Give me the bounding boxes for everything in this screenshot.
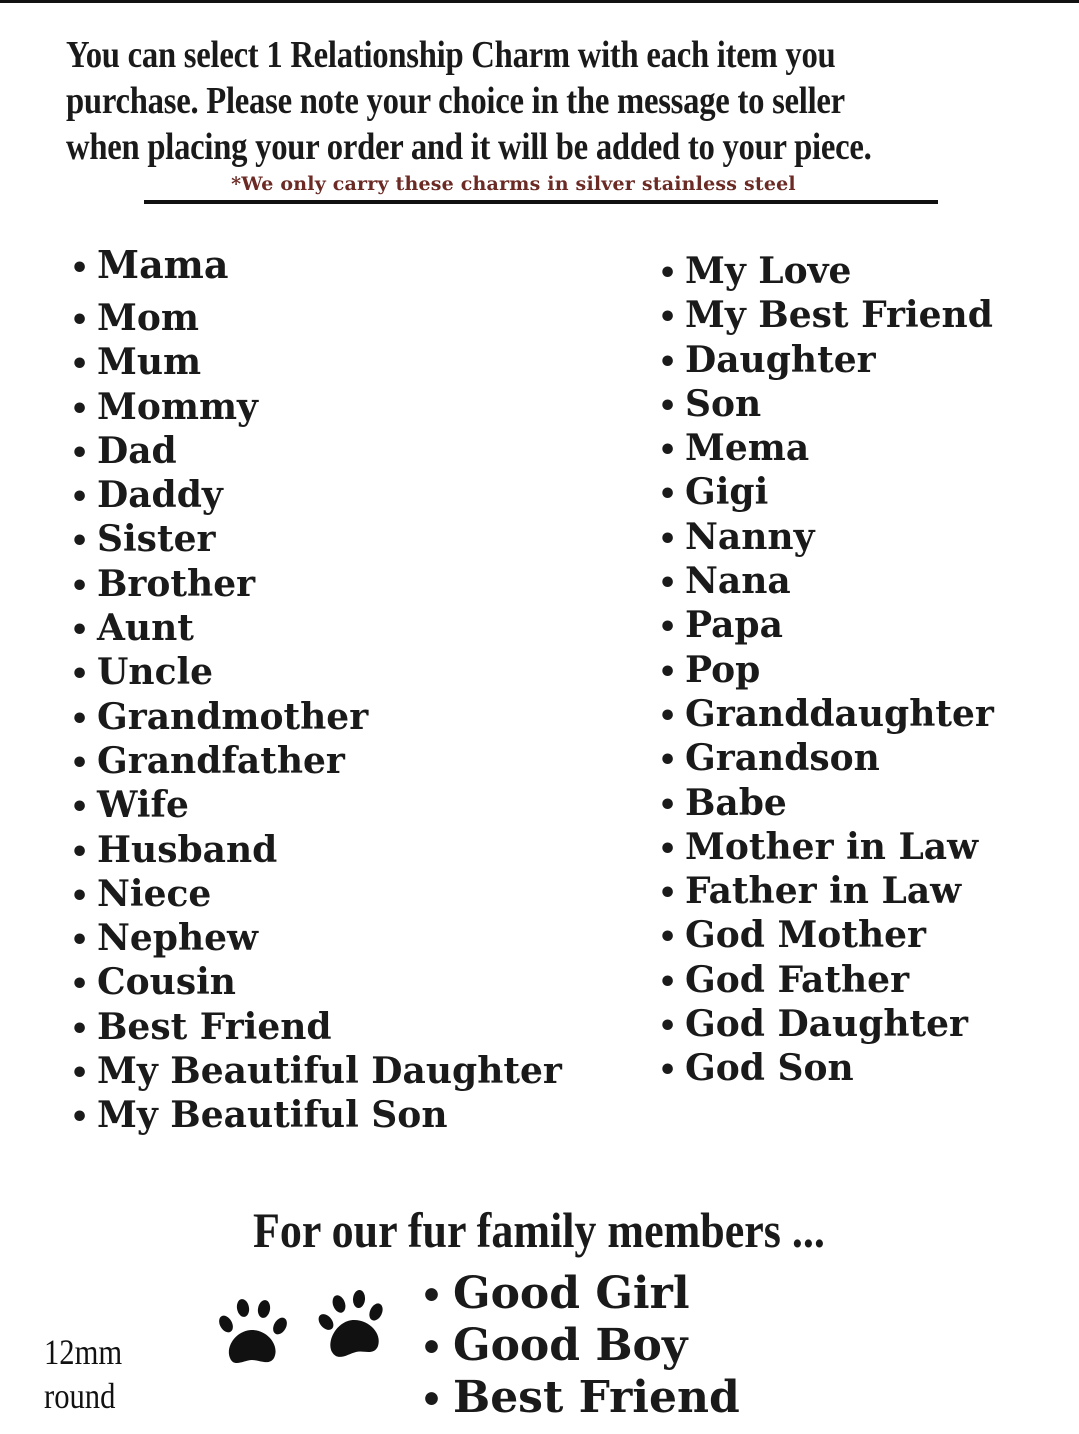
charm-item: • Babe [658, 781, 994, 825]
charm-item: • My Beautiful Daughter [70, 1049, 562, 1093]
charm-item: • Daughter [658, 338, 994, 382]
charm-item: • Uncle [70, 650, 562, 694]
charm-item: • Nanny [658, 515, 994, 559]
charm-item: • Brother [70, 562, 562, 606]
charm-item: • God Mother [658, 913, 994, 957]
charm-item: • Mother in Law [658, 825, 994, 869]
charm-item: • Mum [70, 340, 562, 384]
charm-item: • My Love [658, 249, 994, 293]
charm-size-line-2: round [44, 1376, 116, 1416]
top-border [0, 0, 1079, 3]
charm-item: • Mommy [70, 385, 562, 429]
charm-item: • Cousin [70, 960, 562, 1004]
charm-item: • Grandmother [70, 695, 562, 739]
charm-item: • Gigi [658, 470, 994, 514]
charm-item: • Mema [658, 426, 994, 470]
charm-item: • My Best Friend [658, 293, 994, 337]
intro-paragraph [66, 32, 926, 170]
charm-item: • Dad [70, 429, 562, 473]
charm-item: • Husband [70, 828, 562, 872]
charm-item: • Nephew [70, 916, 562, 960]
charm-item: • Son [658, 382, 994, 426]
charm-list-left-head [70, 242, 229, 292]
charm-list-left [70, 296, 562, 1138]
paw-print-icon [312, 1290, 394, 1362]
intro-line-1: You can select 1 Relationship Charm with each item you [66, 34, 836, 76]
charm-item: • Grandfather [70, 739, 562, 783]
divider-line [144, 200, 938, 204]
paw-print-icon [212, 1298, 294, 1370]
charm-item: • Wife [70, 783, 562, 827]
intro-line-3: when placing your order and it will be added to your piece. [66, 126, 872, 168]
pet-charm-item: • Best Friend [420, 1372, 740, 1424]
material-note [0, 173, 1079, 195]
charm-item: • Father in Law [658, 869, 994, 913]
charm-list-right [658, 249, 994, 1091]
fur-family-title: For our fur family members ... [253, 1202, 825, 1258]
charm-item: • Mom [70, 296, 562, 340]
pet-charm-item: • Good Girl [420, 1268, 740, 1320]
charm-item: • Niece [70, 872, 562, 916]
fur-family-list [420, 1268, 740, 1424]
charm-item: • Daddy [70, 473, 562, 517]
charm-item: • God Son [658, 1046, 994, 1090]
charm-item: • Sister [70, 517, 562, 561]
charm-item: • Aunt [70, 606, 562, 650]
charm-item: • My Beautiful Son [70, 1093, 562, 1137]
charm-item: • Nana [658, 559, 994, 603]
intro-line-2: purchase. Please note your choice in the message to seller [66, 80, 845, 122]
charm-item: • Pop [658, 648, 994, 692]
charm-size-line-1: 12mm [44, 1332, 123, 1372]
charm-item: • Papa [658, 603, 994, 647]
material-note-text: *We only carry these charms in silver stainless steel [231, 173, 796, 195]
charm-item: • God Daughter [658, 1002, 994, 1046]
charm-size-label [44, 1330, 122, 1418]
charm-item: • Granddaughter [658, 692, 994, 736]
charm-item: • Grandson [658, 736, 994, 780]
charm-item: • Mama [70, 242, 229, 292]
charm-item: • Best Friend [70, 1005, 562, 1049]
charm-item: • God Father [658, 958, 994, 1002]
pet-charm-item: • Good Boy [420, 1320, 740, 1372]
